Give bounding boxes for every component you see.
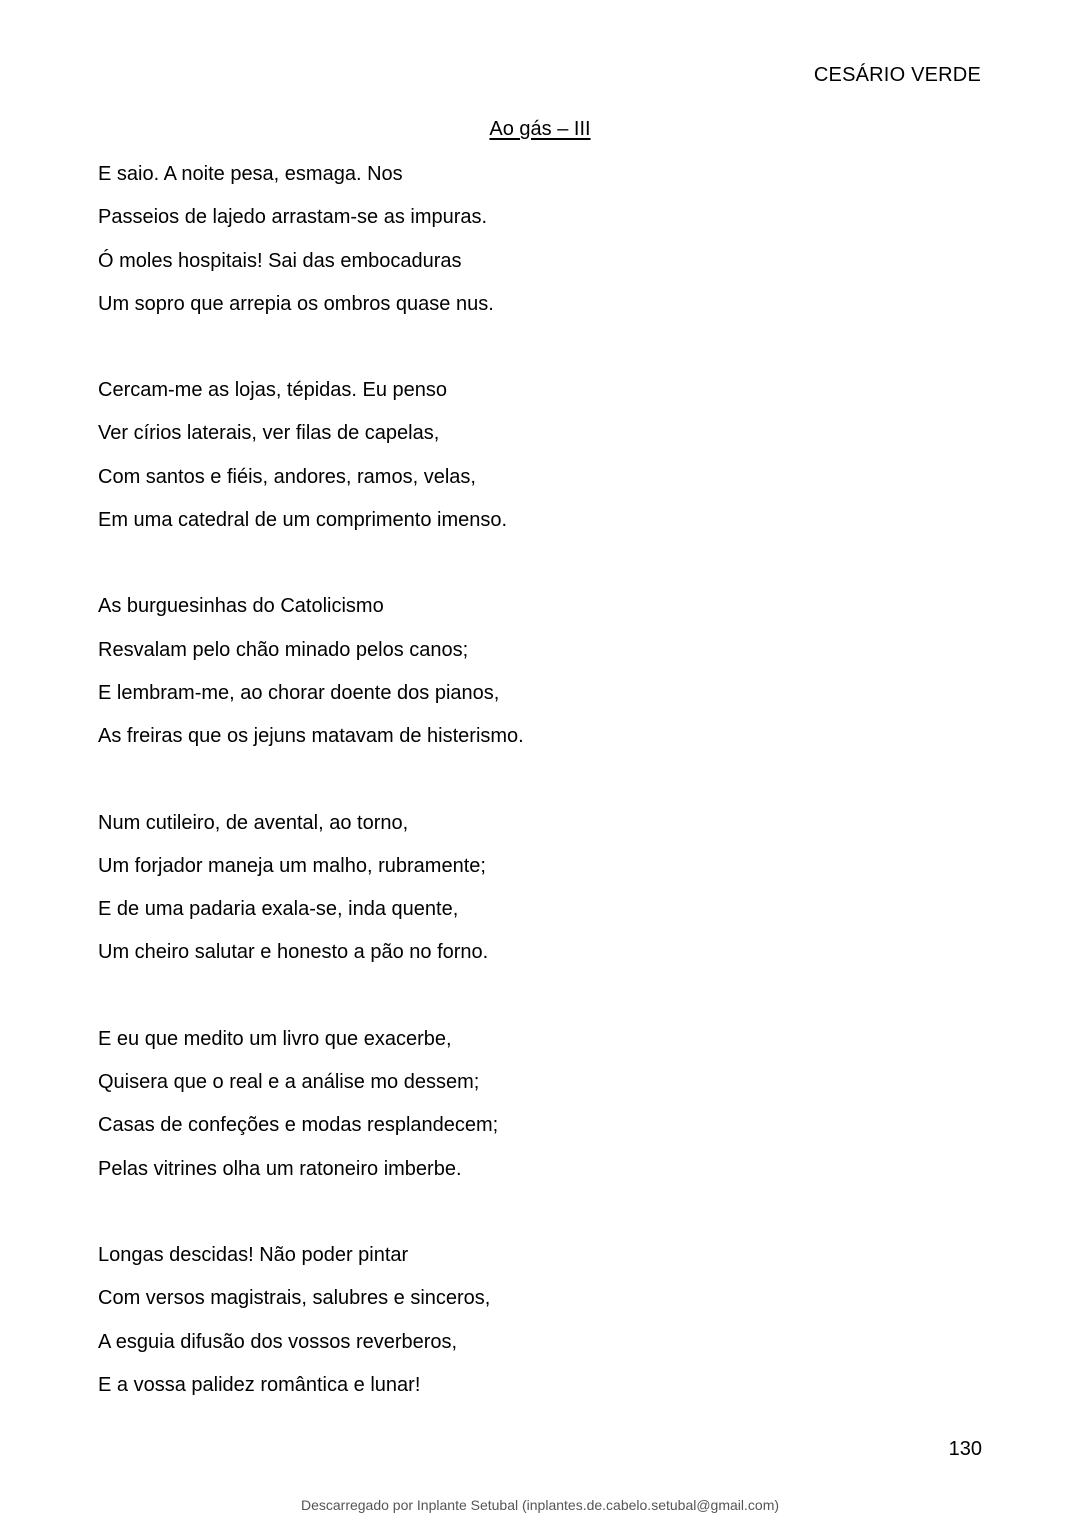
poem-line: Quisera que o real e a análise mo dessem; bbox=[98, 1071, 480, 1094]
poem-body bbox=[98, 156, 898, 1453]
poem-line: Ver círios laterais, ver filas de capelas, bbox=[98, 422, 440, 445]
poem-line: E de uma padaria exala-se, inda quente, bbox=[98, 898, 459, 921]
stanza-1 bbox=[98, 156, 898, 329]
stanza-4 bbox=[98, 805, 898, 978]
poem-line: Longas descidas! Não poder pintar bbox=[98, 1243, 409, 1266]
poem-line: Um forjador maneja um malho, rubramente; bbox=[98, 854, 486, 877]
running-header-author: CESÁRIO VERDE bbox=[813, 64, 981, 86]
stanza-3 bbox=[98, 588, 898, 761]
poem-line: As burguesinhas do Catolicismo bbox=[98, 595, 384, 618]
poem-line: As freiras que os jejuns matavam de histerismo. bbox=[98, 725, 524, 748]
poem-line: Passeios de lajedo arrastam-se as impuras. bbox=[98, 206, 488, 229]
poem-line: E lembram-me, ao chorar doente dos pianos, bbox=[98, 681, 500, 704]
poem-line: E eu que medito um livro que exacerbe, bbox=[98, 1027, 452, 1050]
poem-line: Um cheiro salutar e honesto a pão no forno. bbox=[98, 941, 489, 964]
stanza-5 bbox=[98, 1021, 898, 1194]
poem-line: Casas de confeções e modas resplandecem; bbox=[98, 1114, 499, 1137]
poem-line: Cercam-me as lojas, tépidas. Eu penso bbox=[98, 379, 448, 402]
stanza-6 bbox=[98, 1237, 898, 1410]
poem-line: Com versos magistrais, salubres e sinceros, bbox=[98, 1287, 491, 1310]
poem-line: E saio. A noite pesa, esmaga. Nos bbox=[98, 163, 403, 185]
page-number: 130 bbox=[948, 1438, 982, 1460]
poem-line: Ó moles hospitais! Sai das embocaduras bbox=[98, 249, 462, 272]
poem-line: Pelas vitrines olha um ratoneiro imberbe. bbox=[98, 1157, 462, 1180]
poem-line: A esguia difusão dos vossos reverberos, bbox=[98, 1330, 458, 1353]
poem-line: Em uma catedral de um comprimento imenso. bbox=[98, 509, 508, 532]
poem-line: Num cutileiro, de avental, ao torno, bbox=[98, 811, 409, 834]
poem-line: Com santos e fiéis, andores, ramos, velas, bbox=[98, 465, 476, 488]
download-footer: Descarregado por Inplante Setubal (inplantes.de.cabelo.setubal@gmail.com) bbox=[300, 1497, 780, 1513]
poem-line: Resvalam pelo chão minado pelos canos; bbox=[98, 638, 469, 661]
stanza-2 bbox=[98, 372, 898, 545]
poem-line: Um sopro que arrepia os ombros quase nus. bbox=[98, 292, 494, 315]
poem-line: E a vossa palidez romântica e lunar! bbox=[98, 1373, 421, 1396]
poem-title: Ao gás – III bbox=[489, 118, 591, 140]
